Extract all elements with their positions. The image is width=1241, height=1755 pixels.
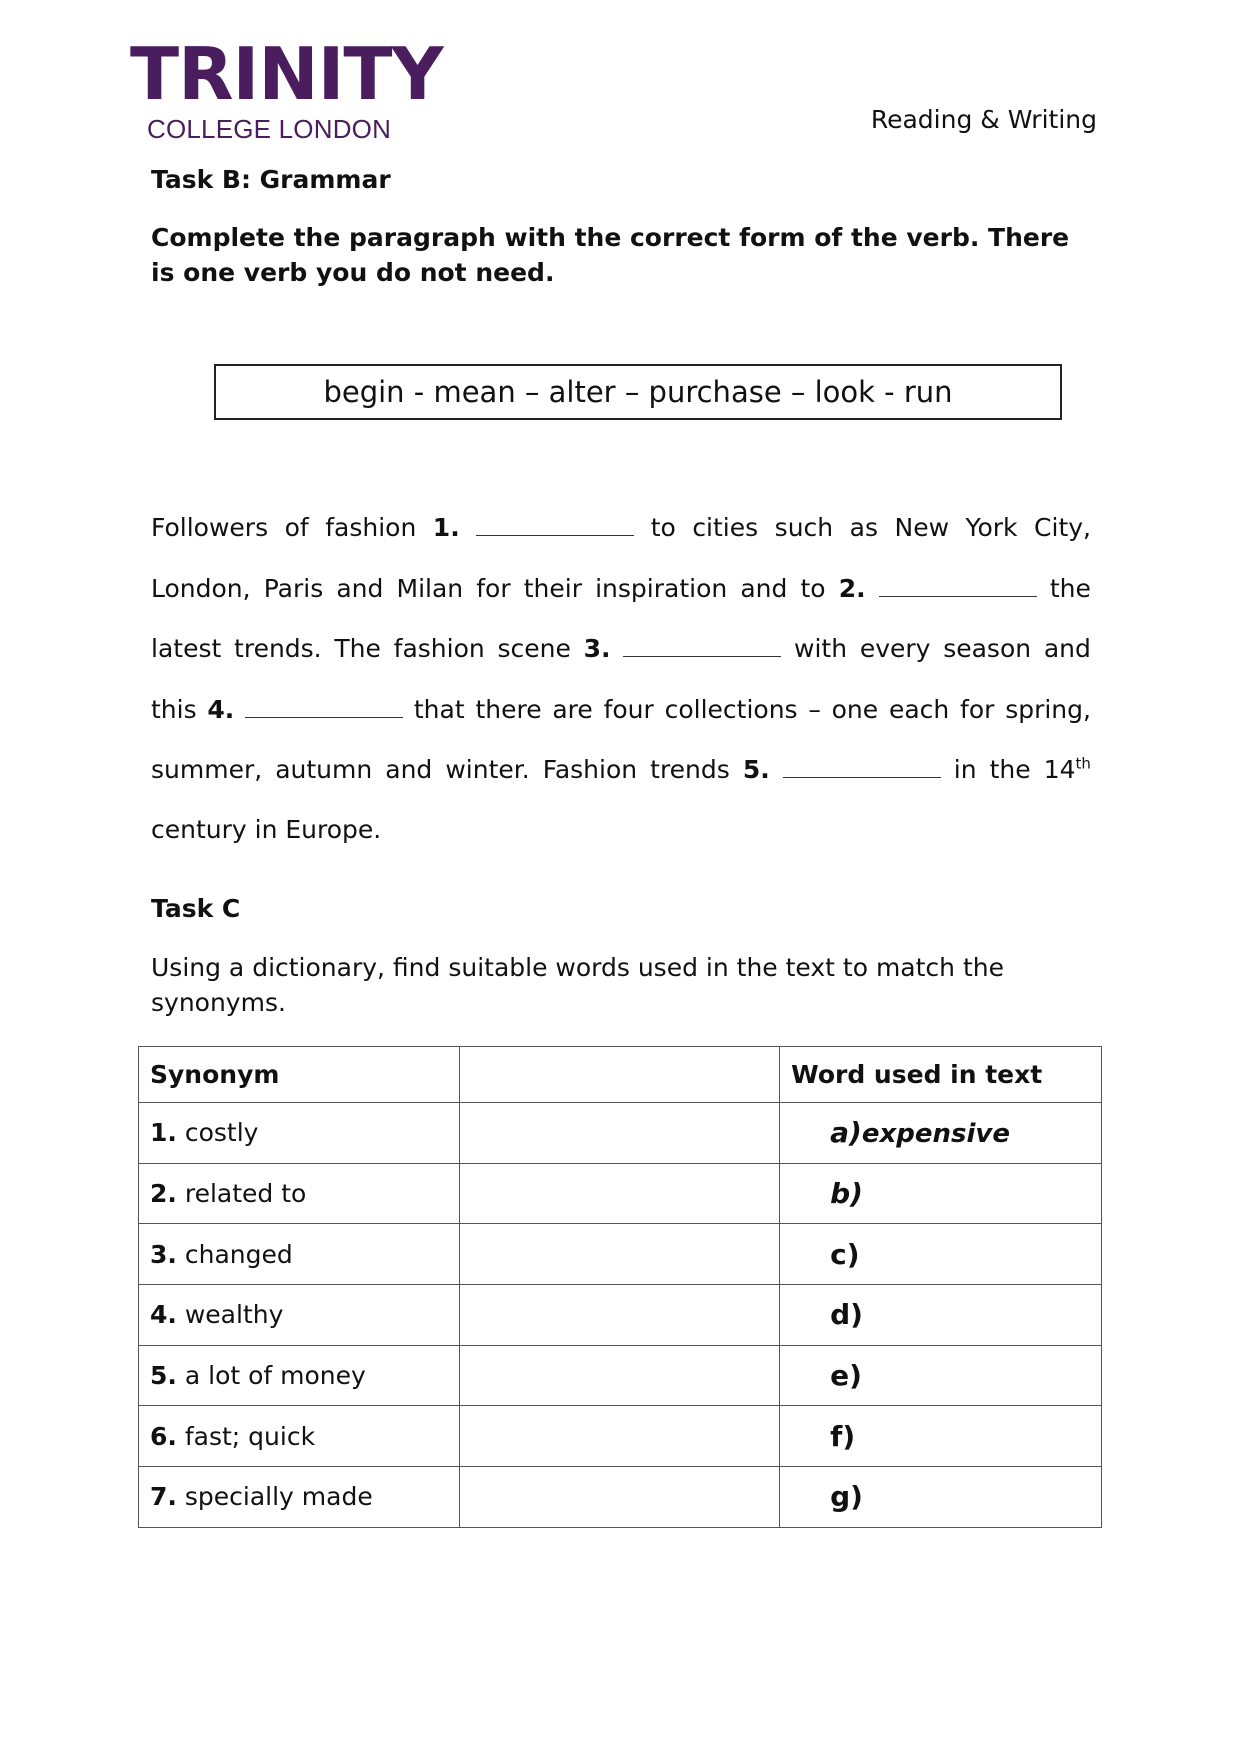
synonym-cell [139, 1467, 460, 1528]
word: one [831, 694, 879, 724]
gap-blank-3[interactable] [623, 628, 781, 657]
verb-box: begin - mean – alter – purchase – look - run [214, 364, 1062, 420]
gap-number-2: 2. [838, 573, 866, 603]
answer-cell[interactable] [780, 1467, 1102, 1528]
word: York [965, 513, 1018, 542]
century-digits: 14 [1043, 755, 1076, 784]
word: summer, [151, 755, 263, 784]
synonym-cell [139, 1224, 460, 1285]
synonym-cell [139, 1163, 460, 1224]
header-blank [459, 1047, 779, 1103]
task-b-heading: Task B: Grammar [151, 165, 391, 194]
word: Followers [151, 513, 269, 542]
row-number: 2. [150, 1179, 177, 1209]
word: latest [151, 634, 222, 663]
table-row [139, 1103, 1102, 1164]
paragraph-line-4 [151, 689, 1091, 750]
gap-blank-1[interactable] [476, 507, 634, 536]
row-number: 4. [150, 1300, 177, 1330]
row-number: 1. [150, 1118, 177, 1148]
logo-title: TRINITY [130, 32, 443, 116]
word: winter. [445, 755, 530, 784]
synonym-cell [139, 1103, 460, 1164]
word: scene [497, 634, 571, 663]
synonym-table [138, 1046, 1102, 1528]
word: Milan [396, 573, 464, 603]
word: to [800, 573, 826, 603]
answer-letter: f) [830, 1419, 856, 1453]
answer-letter: e) [830, 1359, 862, 1393]
gap-blank-5[interactable] [783, 749, 941, 778]
word: and [740, 573, 788, 603]
century-number [1044, 750, 1091, 790]
row-number: 5. [150, 1361, 177, 1391]
paragraph-line-5 [151, 749, 1091, 810]
word: New [894, 513, 950, 542]
write-in-cell[interactable] [459, 1224, 779, 1285]
synonym-cell [139, 1345, 460, 1406]
write-in-cell[interactable] [459, 1163, 779, 1224]
word: every [859, 634, 931, 663]
table-row [139, 1467, 1102, 1528]
word: for [960, 694, 995, 724]
row-number: 6. [150, 1421, 177, 1451]
table-header-row [139, 1047, 1102, 1103]
word: of [284, 513, 309, 542]
table-row [139, 1224, 1102, 1285]
word: that [413, 694, 465, 724]
gap-number-5: 5. [742, 755, 770, 784]
answer-word: expensive [861, 1119, 1010, 1150]
word: Fashion [542, 755, 638, 784]
word: the [1049, 573, 1091, 603]
write-in-cell[interactable] [459, 1345, 779, 1406]
synonym-text: wealthy [184, 1300, 284, 1330]
word: and [385, 755, 433, 784]
logo-subtitle: COLLEGE LONDON [147, 114, 392, 144]
answer-letter: d) [830, 1298, 863, 1332]
task-c-heading: Task C [151, 894, 241, 923]
word: trends [650, 755, 730, 784]
answer-cell[interactable] [780, 1103, 1102, 1164]
word: collections [664, 694, 798, 724]
paragraph-line-6 [151, 810, 1091, 871]
paragraph-end-text: century in Europe. [151, 814, 382, 844]
word: fashion [393, 634, 485, 663]
answer-cell[interactable] [780, 1224, 1102, 1285]
synonym-text: changed [184, 1239, 293, 1269]
synonym-cell [139, 1406, 460, 1467]
word: spring, [1005, 694, 1091, 724]
gap-number-3: 3. [583, 634, 611, 663]
answer-letter: c) [830, 1237, 860, 1271]
write-in-cell[interactable] [459, 1467, 779, 1528]
word: autumn [275, 755, 373, 784]
word: cities [692, 513, 759, 542]
word: with [794, 634, 848, 663]
row-number: 3. [150, 1239, 177, 1269]
word: inspiration [595, 573, 728, 603]
synonym-text: a lot of money [184, 1361, 366, 1391]
header-synonym: Synonym [139, 1047, 460, 1103]
word: to [650, 513, 676, 542]
gap-blank-2[interactable] [879, 568, 1037, 597]
answer-cell[interactable] [780, 1406, 1102, 1467]
paragraph-line-2 [151, 568, 1091, 629]
word: and [1043, 634, 1091, 663]
paragraph-line-1 [151, 507, 1091, 568]
answer-cell[interactable] [780, 1345, 1102, 1406]
write-in-cell[interactable] [459, 1103, 779, 1164]
table-row [139, 1406, 1102, 1467]
word: as [849, 513, 878, 542]
answer-cell[interactable] [780, 1285, 1102, 1346]
synonym-cell [139, 1285, 460, 1346]
synonym-text: fast; quick [184, 1421, 316, 1451]
gap-number-4: 4. [207, 694, 235, 724]
row-number: 7. [150, 1482, 177, 1512]
write-in-cell[interactable] [459, 1406, 779, 1467]
synonym-text: specially made [184, 1482, 373, 1512]
word: in [953, 755, 977, 784]
task-b-instruction: Complete the paragraph with the correct form of the verb. There is one verb you do not need. [151, 223, 1070, 287]
word: season [943, 634, 1032, 663]
section-label: Reading & Writing [870, 105, 1097, 134]
word: for [476, 573, 511, 603]
word: are [552, 694, 593, 724]
answer-letter: a) [830, 1116, 862, 1150]
task-c-instruction: Using a dictionary, find suitable words used in the text to match the synonyms. [151, 953, 1004, 1017]
word: their [523, 573, 582, 603]
word: The [334, 634, 381, 663]
word: the [989, 755, 1031, 784]
table-row [139, 1345, 1102, 1406]
table-row [139, 1285, 1102, 1346]
answer-cell[interactable] [780, 1163, 1102, 1224]
word: London, [151, 573, 251, 603]
word: Paris [263, 573, 324, 603]
word: and [336, 573, 384, 603]
word: this [151, 694, 197, 724]
synonym-text: costly [184, 1118, 259, 1148]
word: – [808, 694, 821, 724]
ordinal-suffix: th [1075, 754, 1091, 773]
paragraph-line-3 [151, 628, 1091, 689]
table-row [139, 1163, 1102, 1224]
word: there [475, 694, 542, 724]
answer-letter: b) [830, 1177, 863, 1211]
answer-letter: g) [830, 1480, 863, 1514]
trinity-logo [130, 32, 443, 144]
word: trends. [234, 634, 322, 663]
gap-fill-paragraph [151, 507, 1091, 870]
gap-number-1: 1. [432, 513, 460, 542]
gap-blank-4[interactable] [245, 689, 403, 718]
word: each [888, 694, 950, 724]
word: such [774, 513, 834, 542]
word: City, [1034, 513, 1091, 542]
synonym-text: related to [184, 1179, 307, 1209]
write-in-cell[interactable] [459, 1285, 779, 1346]
word: four [603, 694, 654, 724]
header-word-used: Word used in text [780, 1047, 1102, 1103]
word: fashion [325, 513, 417, 542]
